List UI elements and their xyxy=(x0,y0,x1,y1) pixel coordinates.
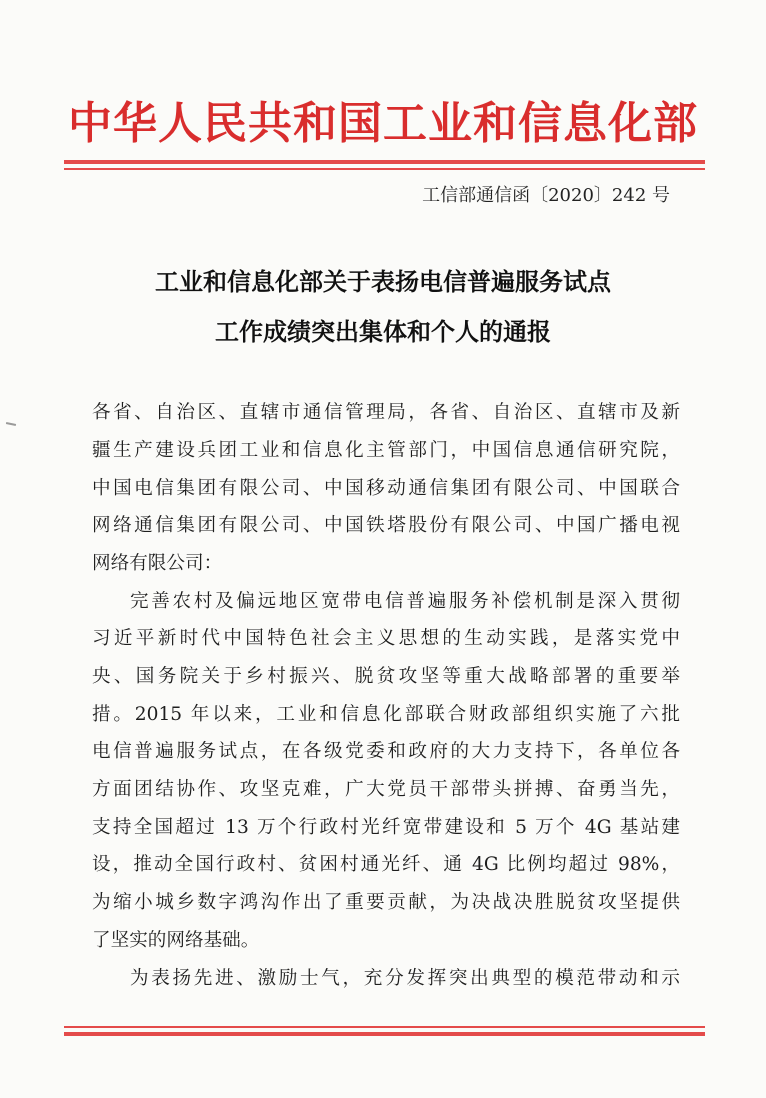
footer-rule-thin xyxy=(64,1026,705,1028)
body-line: 为缩小城乡数字鸿沟作出了重要贡献，为决战决胜脱贫攻坚提供 xyxy=(92,892,680,913)
title-line-1: 工业和信息化部关于表扬电信普遍服务试点 xyxy=(155,267,611,296)
body-line: 方面团结协作、攻坚克难，广大党员干部带头拼搏、奋勇当先， xyxy=(92,779,680,800)
title-line-2: 工作成绩突出集体和个人的通报 xyxy=(215,317,551,346)
body-line: 中国电信集团有限公司、中国移动通信集团有限公司、中国联合 xyxy=(92,478,680,499)
body-line: 措。2015 年以来，工业和信息化部联合财政部组织实施了六批 xyxy=(92,704,680,725)
document-number: 工信部通信函〔2020〕242 号 xyxy=(422,185,670,206)
body-line: 电信普遍服务试点，在各级党委和政府的大力支持下，各单位各 xyxy=(92,741,680,762)
footer-rule-thick xyxy=(64,1032,705,1036)
body-line: 支持全国超过 13 万个行政村光纤宽带建设和 5 万个 4G 基站建 xyxy=(92,817,680,838)
body-line: 网络通信集团有限公司、中国铁塔股份有限公司、中国广播电视 xyxy=(92,515,680,536)
body-line: 央、国务院关于乡村振兴、脱贫攻坚等重大战略部署的重要举 xyxy=(92,666,680,687)
header-rule-thin xyxy=(64,168,705,170)
scan-speck xyxy=(6,422,16,426)
body-line: 完善农村及偏远地区宽带电信普遍服务补偿机制是深入贯彻 xyxy=(130,591,680,612)
body-line: 习近平新时代中国特色社会主义思想的生动实践，是落实党中 xyxy=(92,628,680,649)
body-line: 了坚实的网络基础。 xyxy=(92,930,260,951)
body-line: 网络有限公司： xyxy=(92,553,223,574)
header-rule-thick xyxy=(64,160,705,164)
body-line: 疆生产建设兵团工业和信息化主管部门，中国信息通信研究院， xyxy=(92,440,680,461)
body-line: 各省、自治区、直辖市通信管理局，各省、自治区、直辖市及新 xyxy=(92,402,680,423)
body-line: 为表扬先进、激励士气，充分发挥突出典型的模范带动和示 xyxy=(130,968,680,989)
masthead: 中华人民共和国工业和信息化部 xyxy=(68,98,698,149)
body-line: 设，推动全国行政村、贫困村通光纤、通 4G 比例均超过 98%， xyxy=(92,854,680,875)
